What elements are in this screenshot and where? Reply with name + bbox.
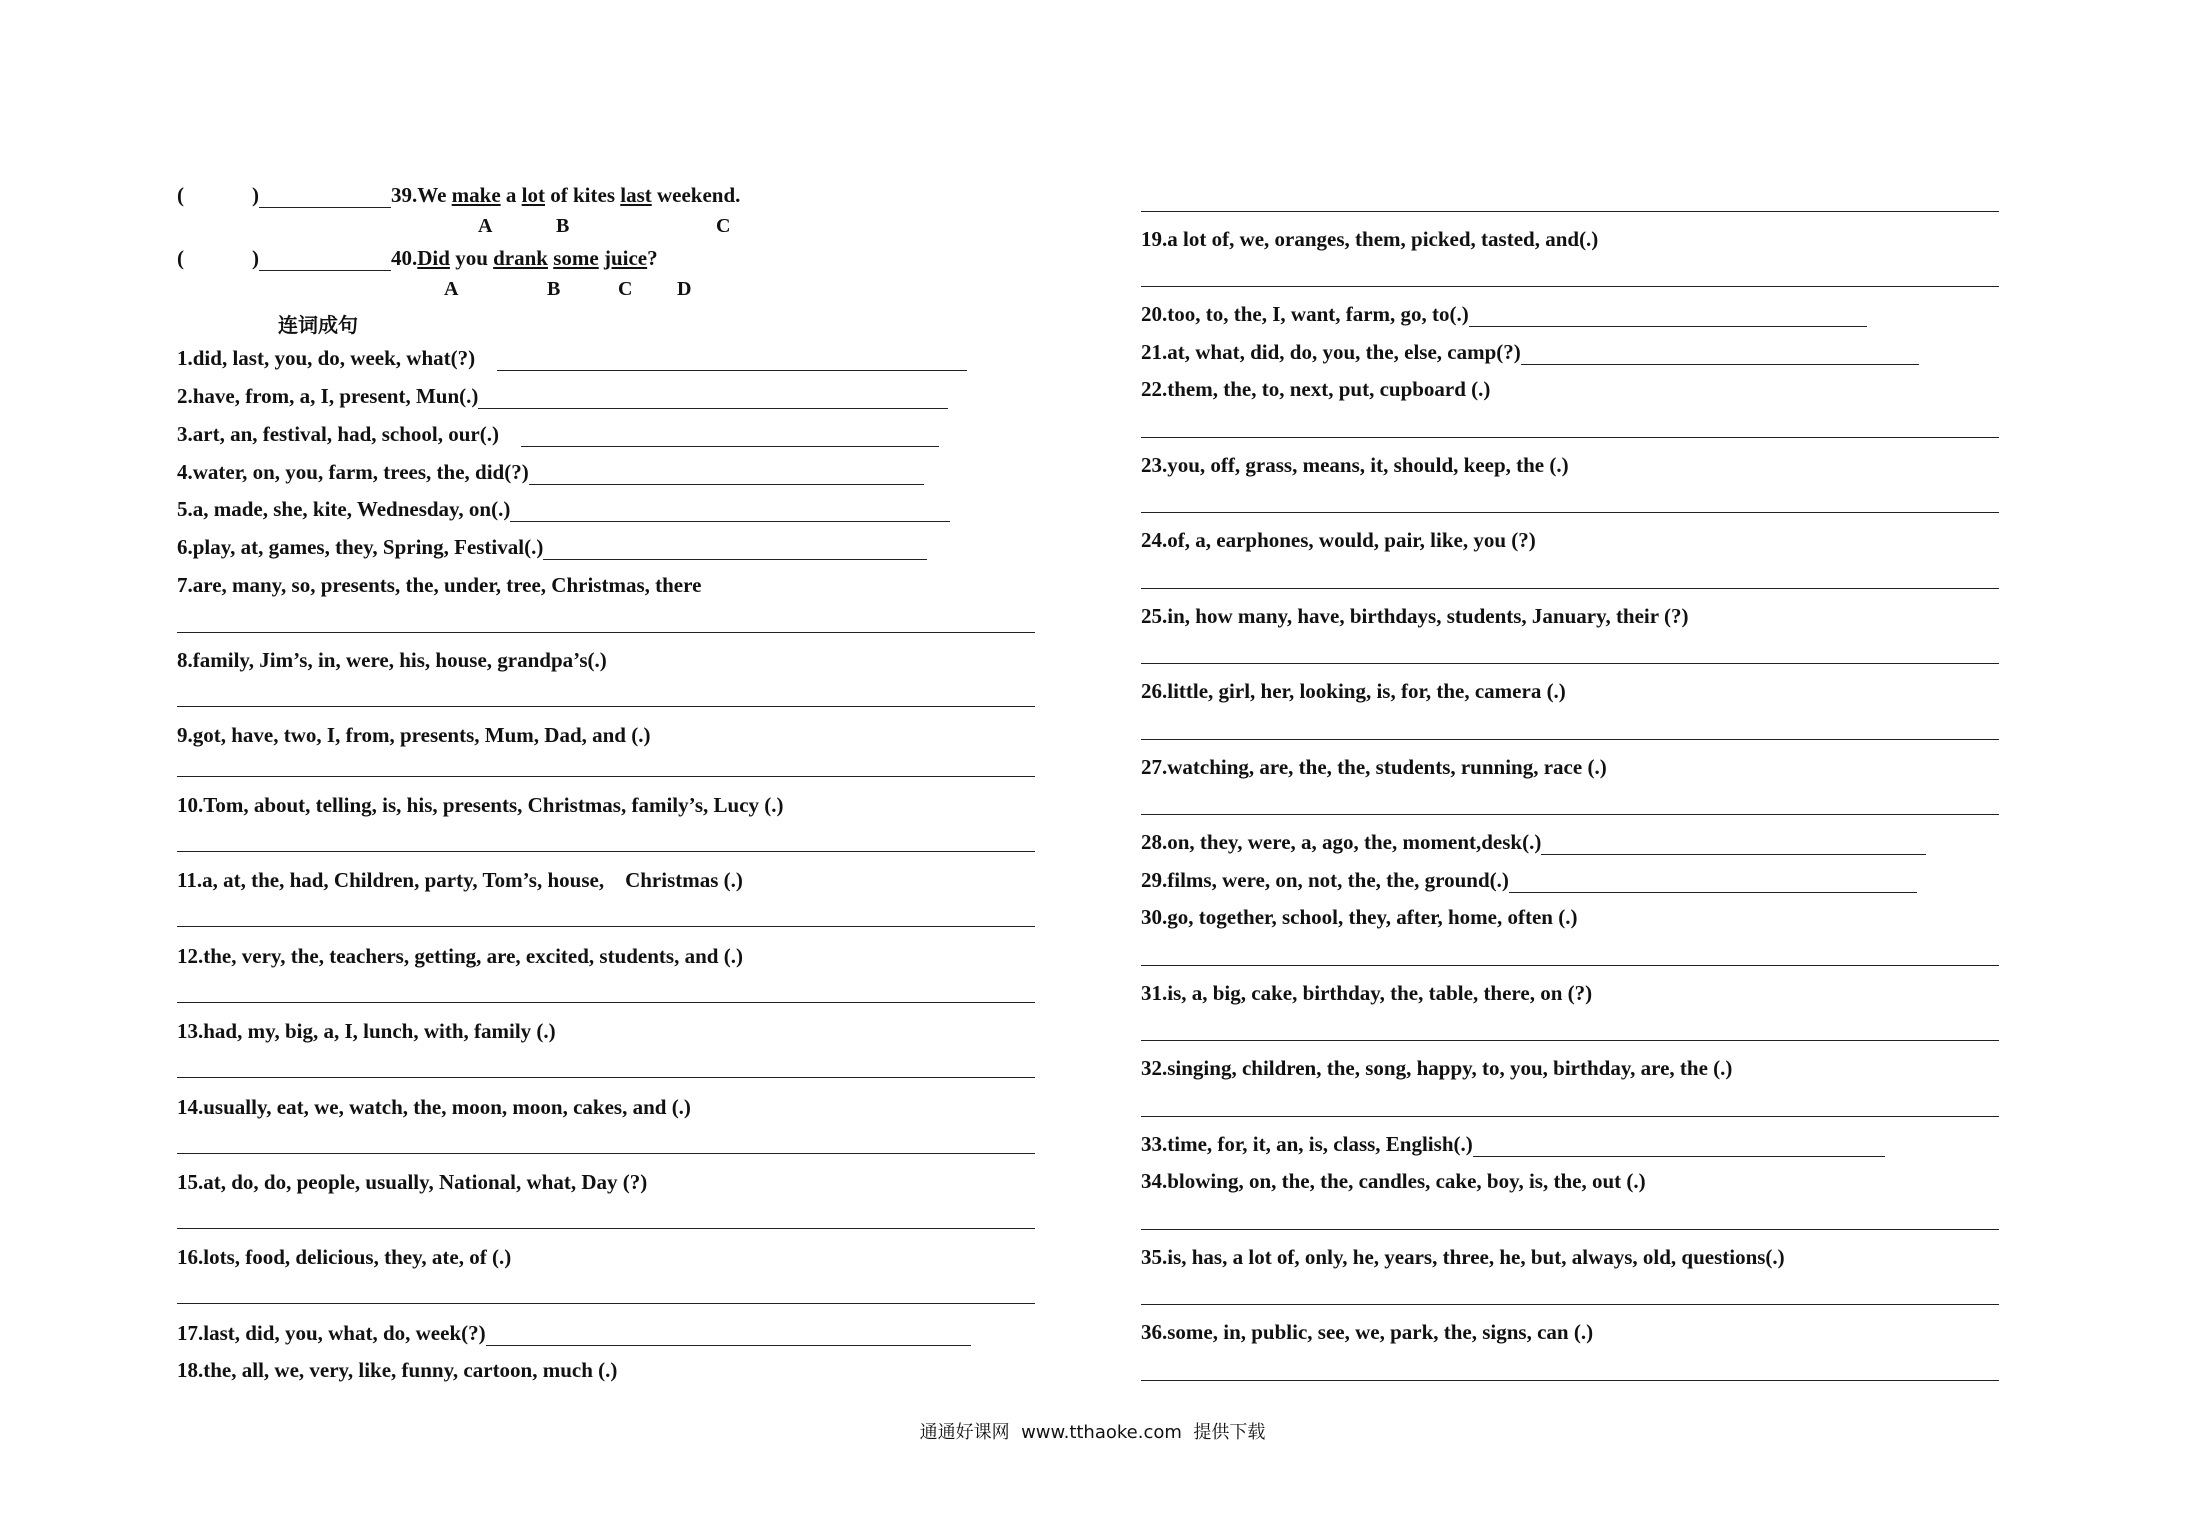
question-3: 3.art, an, festival, had, school, our(.) <box>177 422 939 447</box>
question-20: 20.too, to, the, I, want, farm, go, to(.) <box>1141 302 1867 327</box>
mc-question-40: ( ) 40.Did you drank some juice? <box>177 246 658 270</box>
question-12: 12.the, very, the, teachers, getting, are, excited, students, and (.) <box>177 944 743 968</box>
answer-line[interactable] <box>1141 286 1999 287</box>
option-label-b: B <box>547 278 561 300</box>
question-17: 17.last, did, you, what, do, week(?) <box>177 1321 971 1346</box>
question-28: 28.on, they, were, a, ago, the, moment,desk(.) <box>1141 830 1926 855</box>
answer-line[interactable] <box>1473 1134 1885 1157</box>
question-7: 7.are, many, so, presents, the, under, tree, Christmas, there <box>177 573 702 597</box>
answer-blank[interactable] <box>259 187 391 208</box>
question-27: 27.watching, are, the, the, students, running, race (.) <box>1141 755 1607 779</box>
question-25: 25.in, how many, have, birthdays, students, January, their (?) <box>1141 604 1689 628</box>
answer-line[interactable] <box>1141 1116 1999 1117</box>
answer-line[interactable] <box>1141 739 1999 740</box>
answer-line[interactable] <box>177 632 1035 633</box>
question-8: 8.family, Jim’s, in, were, his, house, grandpa’s(.) <box>177 648 607 672</box>
question-31: 31.is, a, big, cake, birthday, the, table, there, on (?) <box>1141 981 1593 1005</box>
answer-line[interactable] <box>1469 304 1867 327</box>
answer-line[interactable] <box>1141 588 1999 589</box>
question-36: 36.some, in, public, see, we, park, the, signs, can (.) <box>1141 1320 1594 1344</box>
answer-line[interactable] <box>177 706 1035 707</box>
answer-line[interactable] <box>486 1323 971 1346</box>
answer-line[interactable] <box>1141 1040 1999 1041</box>
question-11: 11.a, at, the, had, Children, party, Tom’s, house, Christmas (.) <box>177 868 743 892</box>
option-label-c: C <box>618 278 633 300</box>
question-26: 26.little, girl, her, looking, is, for, the, camera (.) <box>1141 679 1566 703</box>
answer-line[interactable] <box>1541 832 1926 855</box>
question-4: 4.water, on, you, farm, trees, the, did(?) <box>177 460 924 485</box>
question-24: 24.of, a, earphones, would, pair, like, you (?) <box>1141 528 1536 552</box>
answer-line[interactable] <box>177 1153 1035 1154</box>
answer-line[interactable] <box>177 851 1035 852</box>
mc-question-39: ( ) 39.We make a lot of kites last weekend. <box>177 183 741 207</box>
question-10: 10.Tom, about, telling, is, his, presents, Christmas, family’s, Lucy (.) <box>177 793 784 817</box>
option-label-c: C <box>716 215 731 237</box>
answer-line[interactable] <box>177 1077 1035 1078</box>
question-6: 6.play, at, games, they, Spring, Festival(.) <box>177 535 927 560</box>
option-label-d: D <box>677 278 692 300</box>
answer-line[interactable] <box>177 776 1035 777</box>
question-13: 13.had, my, big, a, I, lunch, with, family (.) <box>177 1019 556 1043</box>
question-23: 23.you, off, grass, means, it, should, keep, the (.) <box>1141 453 1569 477</box>
answer-blank[interactable] <box>259 250 391 271</box>
answer-line[interactable] <box>177 1303 1035 1304</box>
answer-line[interactable] <box>478 386 948 409</box>
question-5: 5.a, made, she, kite, Wednesday, on(.) <box>177 497 950 522</box>
answer-line[interactable] <box>543 537 927 560</box>
option-label-a: A <box>444 278 459 300</box>
option-label-b: B <box>556 215 570 237</box>
question-35: 35.is, has, a lot of, only, he, years, three, he, but, always, old, questions(.) <box>1141 1245 1785 1269</box>
footer-text: 通通好课网 www.tthaoke.com 提供下载 <box>919 1422 1266 1443</box>
answer-line[interactable] <box>1521 342 1919 365</box>
answer-line[interactable] <box>521 424 939 447</box>
question-2: 2.have, from, a, I, present, Mun(.) <box>177 384 948 409</box>
answer-line[interactable] <box>497 348 967 371</box>
answer-line[interactable] <box>1141 1304 1999 1305</box>
answer-line[interactable] <box>1141 663 1999 664</box>
question-21: 21.at, what, did, do, you, the, else, camp(?) <box>1141 340 1919 365</box>
question-34: 34.blowing, on, the, the, candles, cake, boy, is, the, out (.) <box>1141 1169 1646 1193</box>
answer-line[interactable] <box>1141 814 1999 815</box>
answer-line[interactable] <box>1509 870 1917 893</box>
answer-line[interactable] <box>177 926 1035 927</box>
answer-line[interactable] <box>1141 211 1999 212</box>
answer-line[interactable] <box>1141 1229 1999 1230</box>
answer-line[interactable] <box>1141 1380 1999 1381</box>
question-14: 14.usually, eat, we, watch, the, moon, moon, cakes, and (.) <box>177 1095 691 1119</box>
question-18: 18.the, all, we, very, like, funny, cartoon, much (.) <box>177 1358 618 1382</box>
question-9: 9.got, have, two, I, from, presents, Mum, Dad, and (.) <box>177 723 651 747</box>
answer-line[interactable] <box>177 1228 1035 1229</box>
section-title: 连词成句 <box>278 313 358 337</box>
question-22: 22.them, the, to, next, put, cupboard (.) <box>1141 377 1491 401</box>
question-16: 16.lots, food, delicious, they, ate, of (.) <box>177 1245 512 1269</box>
question-30: 30.go, together, school, they, after, home, often (.) <box>1141 905 1578 929</box>
question-19: 19.a lot of, we, oranges, them, picked, tasted, and(.) <box>1141 227 1599 251</box>
question-33: 33.time, for, it, an, is, class, English(.) <box>1141 1132 1885 1157</box>
answer-line[interactable] <box>177 1002 1035 1003</box>
question-29: 29.films, were, on, not, the, the, ground(.) <box>1141 868 1917 893</box>
question-15: 15.at, do, do, people, usually, National, what, Day (?) <box>177 1170 648 1194</box>
question-32: 32.singing, children, the, song, happy, to, you, birthday, are, the (.) <box>1141 1056 1733 1080</box>
answer-line[interactable] <box>1141 965 1999 966</box>
question-1: 1.did, last, you, do, week, what(?) <box>177 346 967 371</box>
answer-line[interactable] <box>510 499 950 522</box>
answer-line[interactable] <box>1141 437 1999 438</box>
answer-line[interactable] <box>1141 512 1999 513</box>
option-label-a: A <box>478 215 493 237</box>
answer-line[interactable] <box>529 462 924 485</box>
